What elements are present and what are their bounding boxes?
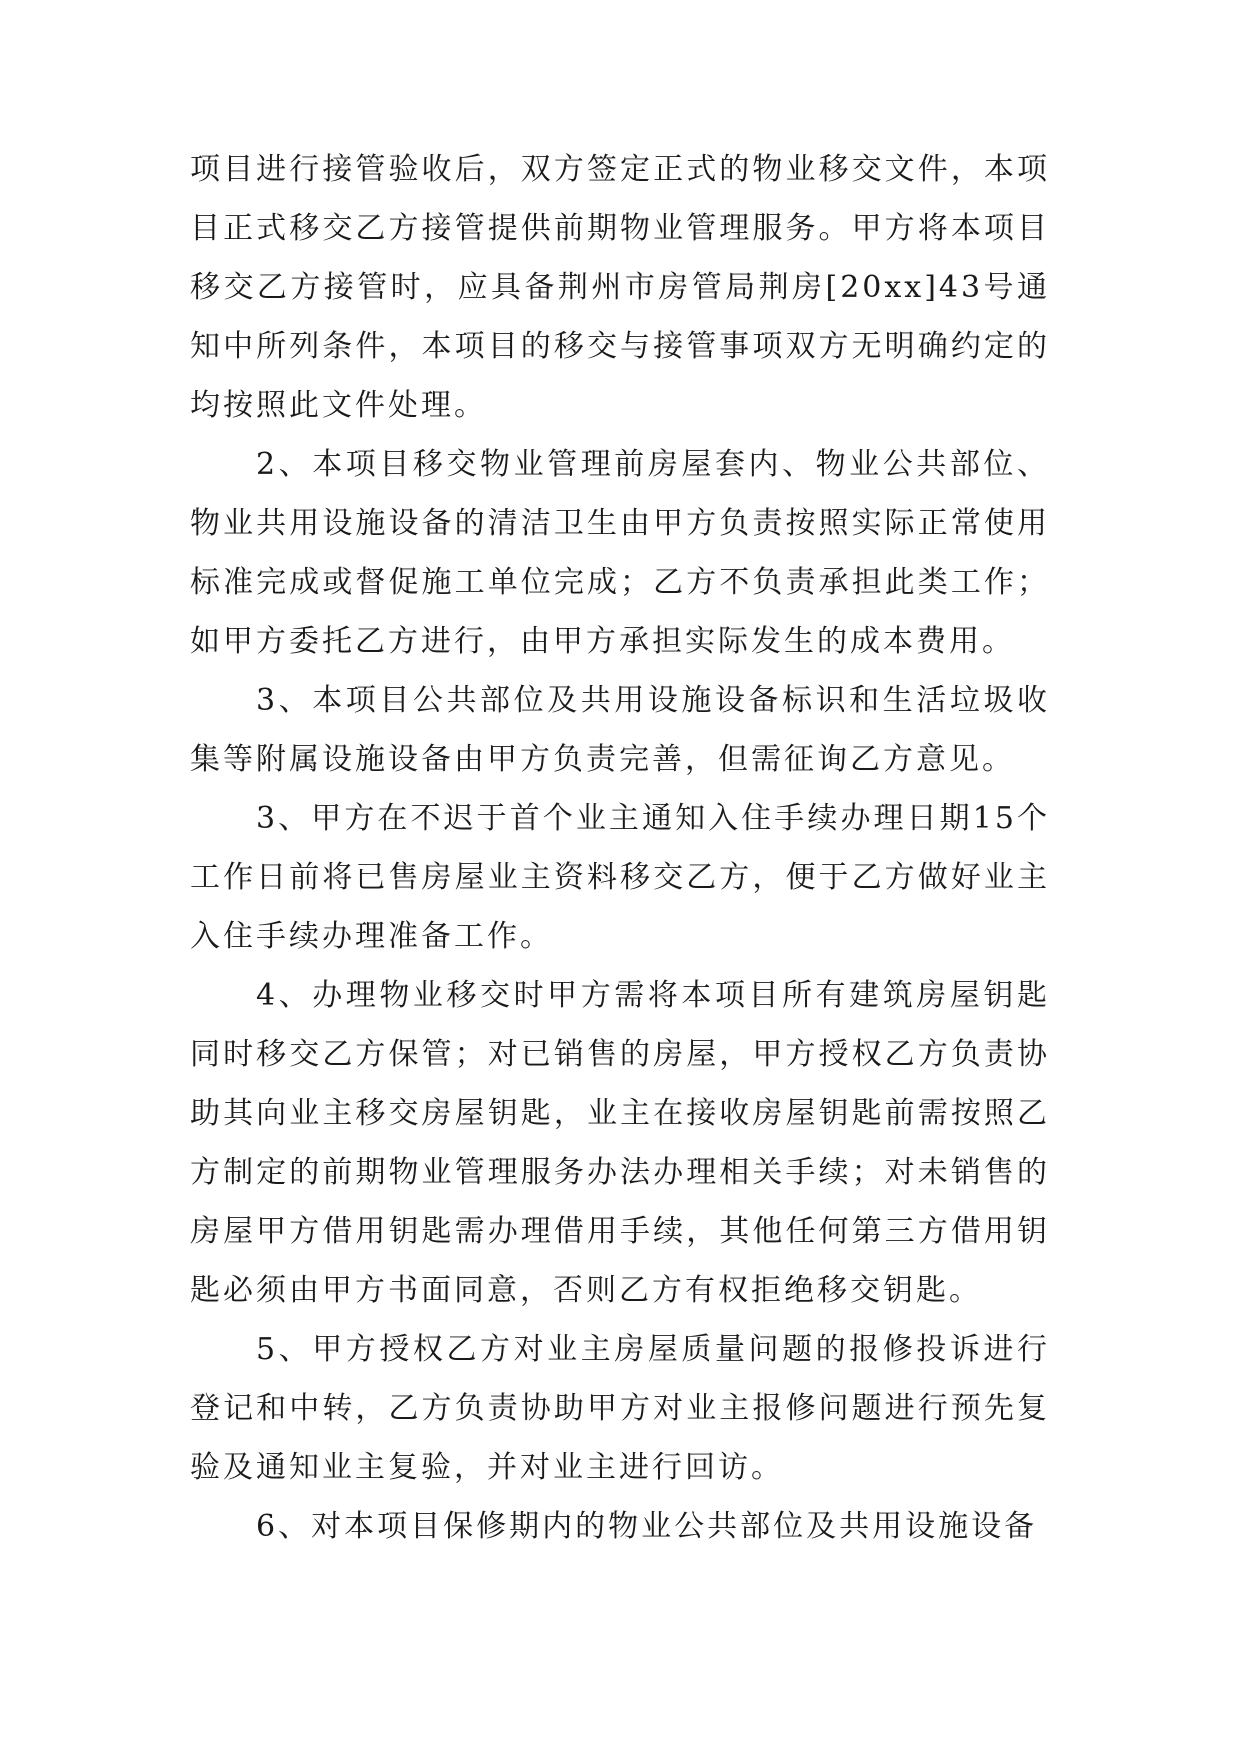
document-body (190, 140, 1050, 1556)
paragraph-3: 3、本项目公共部位及共用设施设备标识和生活垃圾收集等附属设施设备由甲方负责完善，但需征询乙方意见。 (190, 683, 1050, 777)
paragraph-7: 6、对本项目保修期内的物业公共部位及共用设施设备 (256, 1509, 1038, 1544)
paragraph-4: 3、甲方在不迟于首个业主通知入住手续办理日期15个工作日前将已售房屋业主资料移交乙方，便于乙方做好业主入住手续办理准备工作。 (190, 801, 1050, 954)
paragraph-2: 2、本项目移交物业管理前房屋套内、物业公共部位、物业共用设施设备的清洁卫生由甲方负责按照实际正常使用标准完成或督促施工单位完成；乙方不负责承担此类工作；如甲方委托乙方进行，由甲方承担实际发生的成本费用。 (190, 447, 1050, 659)
paragraph-5: 4、办理物业移交时甲方需将本项目所有建筑房屋钥匙同时移交乙方保管；对已销售的房屋，甲方授权乙方负责协助其向业主移交房屋钥匙，业主在接收房屋钥匙前需按照乙方制定的前期物业管理服务办法办理相关手续；对未销售的房屋甲方借用钥匙需办理借用手续，其他任何第三方借用钥匙必须由甲方书面同意，否则乙方有权拒绝移交钥匙。 (190, 978, 1050, 1308)
paragraph-6: 5、甲方授权乙方对业主房屋质量问题的报修投诉进行登记和中转，乙方负责协助甲方对业主报修问题进行预先复验及通知业主复验，并对业主进行回访。 (190, 1332, 1050, 1485)
paragraph-1: 项目进行接管验收后，双方签定正式的物业移交文件，本项目正式移交乙方接管提供前期物业管理服务。甲方将本项目移交乙方接管时，应具备荆州市房管局荆房[20xx]43号通知中所列条件，本项目的移交与接管事项双方无明确约定的均按照此文件处理。 (190, 152, 1050, 423)
